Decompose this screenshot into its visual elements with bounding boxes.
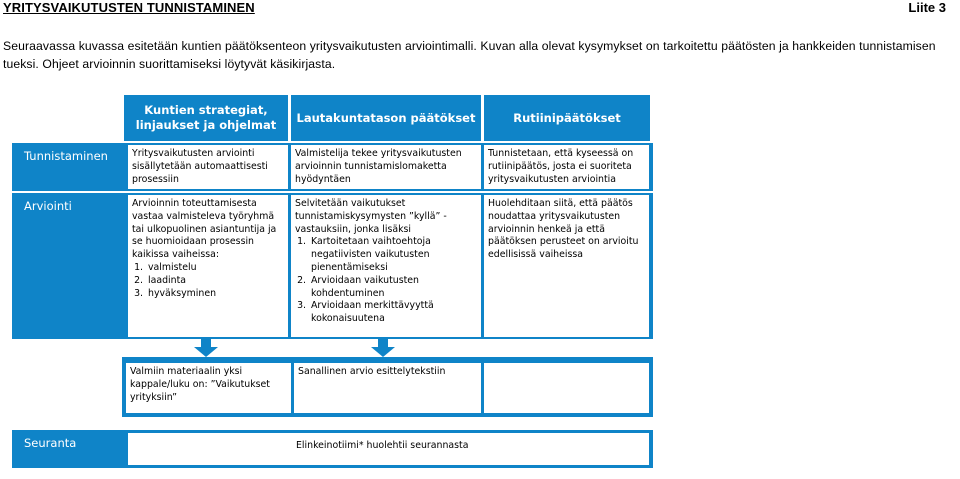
cell-tunnistaminen-routine: Tunnistetaan, että kyseessä on rutiinipäätös, josta ei suoriteta yritysvaikutusten arviointia: [484, 145, 649, 189]
arrow-down-middle-icon: [371, 347, 395, 357]
cell-tunnistaminen-strategies: Yritysvaikutusten arviointi sisällytetään automaattisesti prosessiin: [128, 145, 288, 189]
step-item: 1. Kartoitetaan vaihtoehtoja negatiivisten vaikutusten pienentämiseksi: [309, 236, 477, 274]
row-label-seuranta-text: Seuranta: [24, 436, 77, 450]
document-title: YRITYSVAIKUTUSTEN TUNNISTAMINEN: [3, 0, 255, 15]
output-routine-empty: [484, 363, 649, 413]
arrow-down-middle-stem: [378, 339, 388, 347]
output-strategies: Valmiin materiaalin yksi kappale/luku on: ”Vaikutukset yrityksiin”: [126, 363, 291, 413]
arrow-down-left-icon: [194, 347, 218, 357]
arviointi-strategies-steps: [132, 262, 284, 300]
cell-arviointi-strategies: [128, 195, 288, 337]
column-header-strategies: Kuntien strategiat, linjaukset ja ohjelmat: [124, 95, 288, 141]
arviointi-committee-text: Selvitetään vaikutukset tunnistamiskysymysten ”kyllä” -vastauksiin, jonka lisäksi: [295, 198, 447, 235]
row-label-seuranta: [12, 430, 124, 468]
column-header-committee-decisions: Lautakuntatason päätökset: [291, 95, 481, 141]
row-label-arviointi-text: Arviointi: [24, 199, 72, 213]
arviointi-strategies-text: Arvioinnin toteuttamisesta vastaa valmisteleva työryhmä tai ulkopuolinen asiantuntija ja se huomioidaan prosessin kaikissa vaiheissa:: [132, 198, 277, 261]
step-item: 3. Arvioidaan merkittävyyttä kokonaisuutena: [309, 300, 477, 326]
row-label-tunnistaminen: [12, 143, 124, 191]
appendix-label: Liite 3: [908, 0, 946, 15]
step-item: 3. hyväksyminen: [146, 288, 284, 301]
arrow-down-left-stem: [201, 339, 211, 347]
output-committee: Sanallinen arvio esittelytekstiin: [294, 363, 481, 413]
step-item: 2. laadinta: [146, 275, 284, 288]
intro-paragraph: Seuraavassa kuvassa esitetään kuntien päätöksenteon yritysvaikutusten arviointimalli. Kuvan alla olevat kysymykset on tarkoitettu päätösten ja hankkeiden tunnistamisen tueksi. Ohjeet arvioinnin suorittamiseksi löytyvät käsikirjasta.: [3, 39, 936, 71]
arviointi-committee-steps: [295, 236, 477, 326]
step-item: 1. valmistelu: [146, 262, 284, 275]
cell-arviointi-committee: [291, 195, 481, 337]
row-label-tunnistaminen-text: Tunnistaminen: [24, 149, 108, 163]
seuranta-cell: Elinkeinotiimi* huolehtii seurannasta: [128, 433, 649, 465]
step-item: 2. Arvioidaan vaikutusten kohdentuminen: [309, 275, 477, 301]
column-header-routine-decisions: Rutiinipäätökset: [484, 95, 650, 141]
cell-arviointi-routine: Huolehditaan siitä, että päätös noudattaa yritysvaikutusten arvioinnin henkeä ja että päätöksen perusteet on arvioitu edellisissä vaiheissa: [484, 195, 649, 337]
cell-tunnistaminen-committee: Valmistelija tekee yritysvaikutusten arvioinnin tunnistamislomaketta hyödyntäen: [291, 145, 481, 189]
row-label-arviointi: [12, 193, 124, 339]
